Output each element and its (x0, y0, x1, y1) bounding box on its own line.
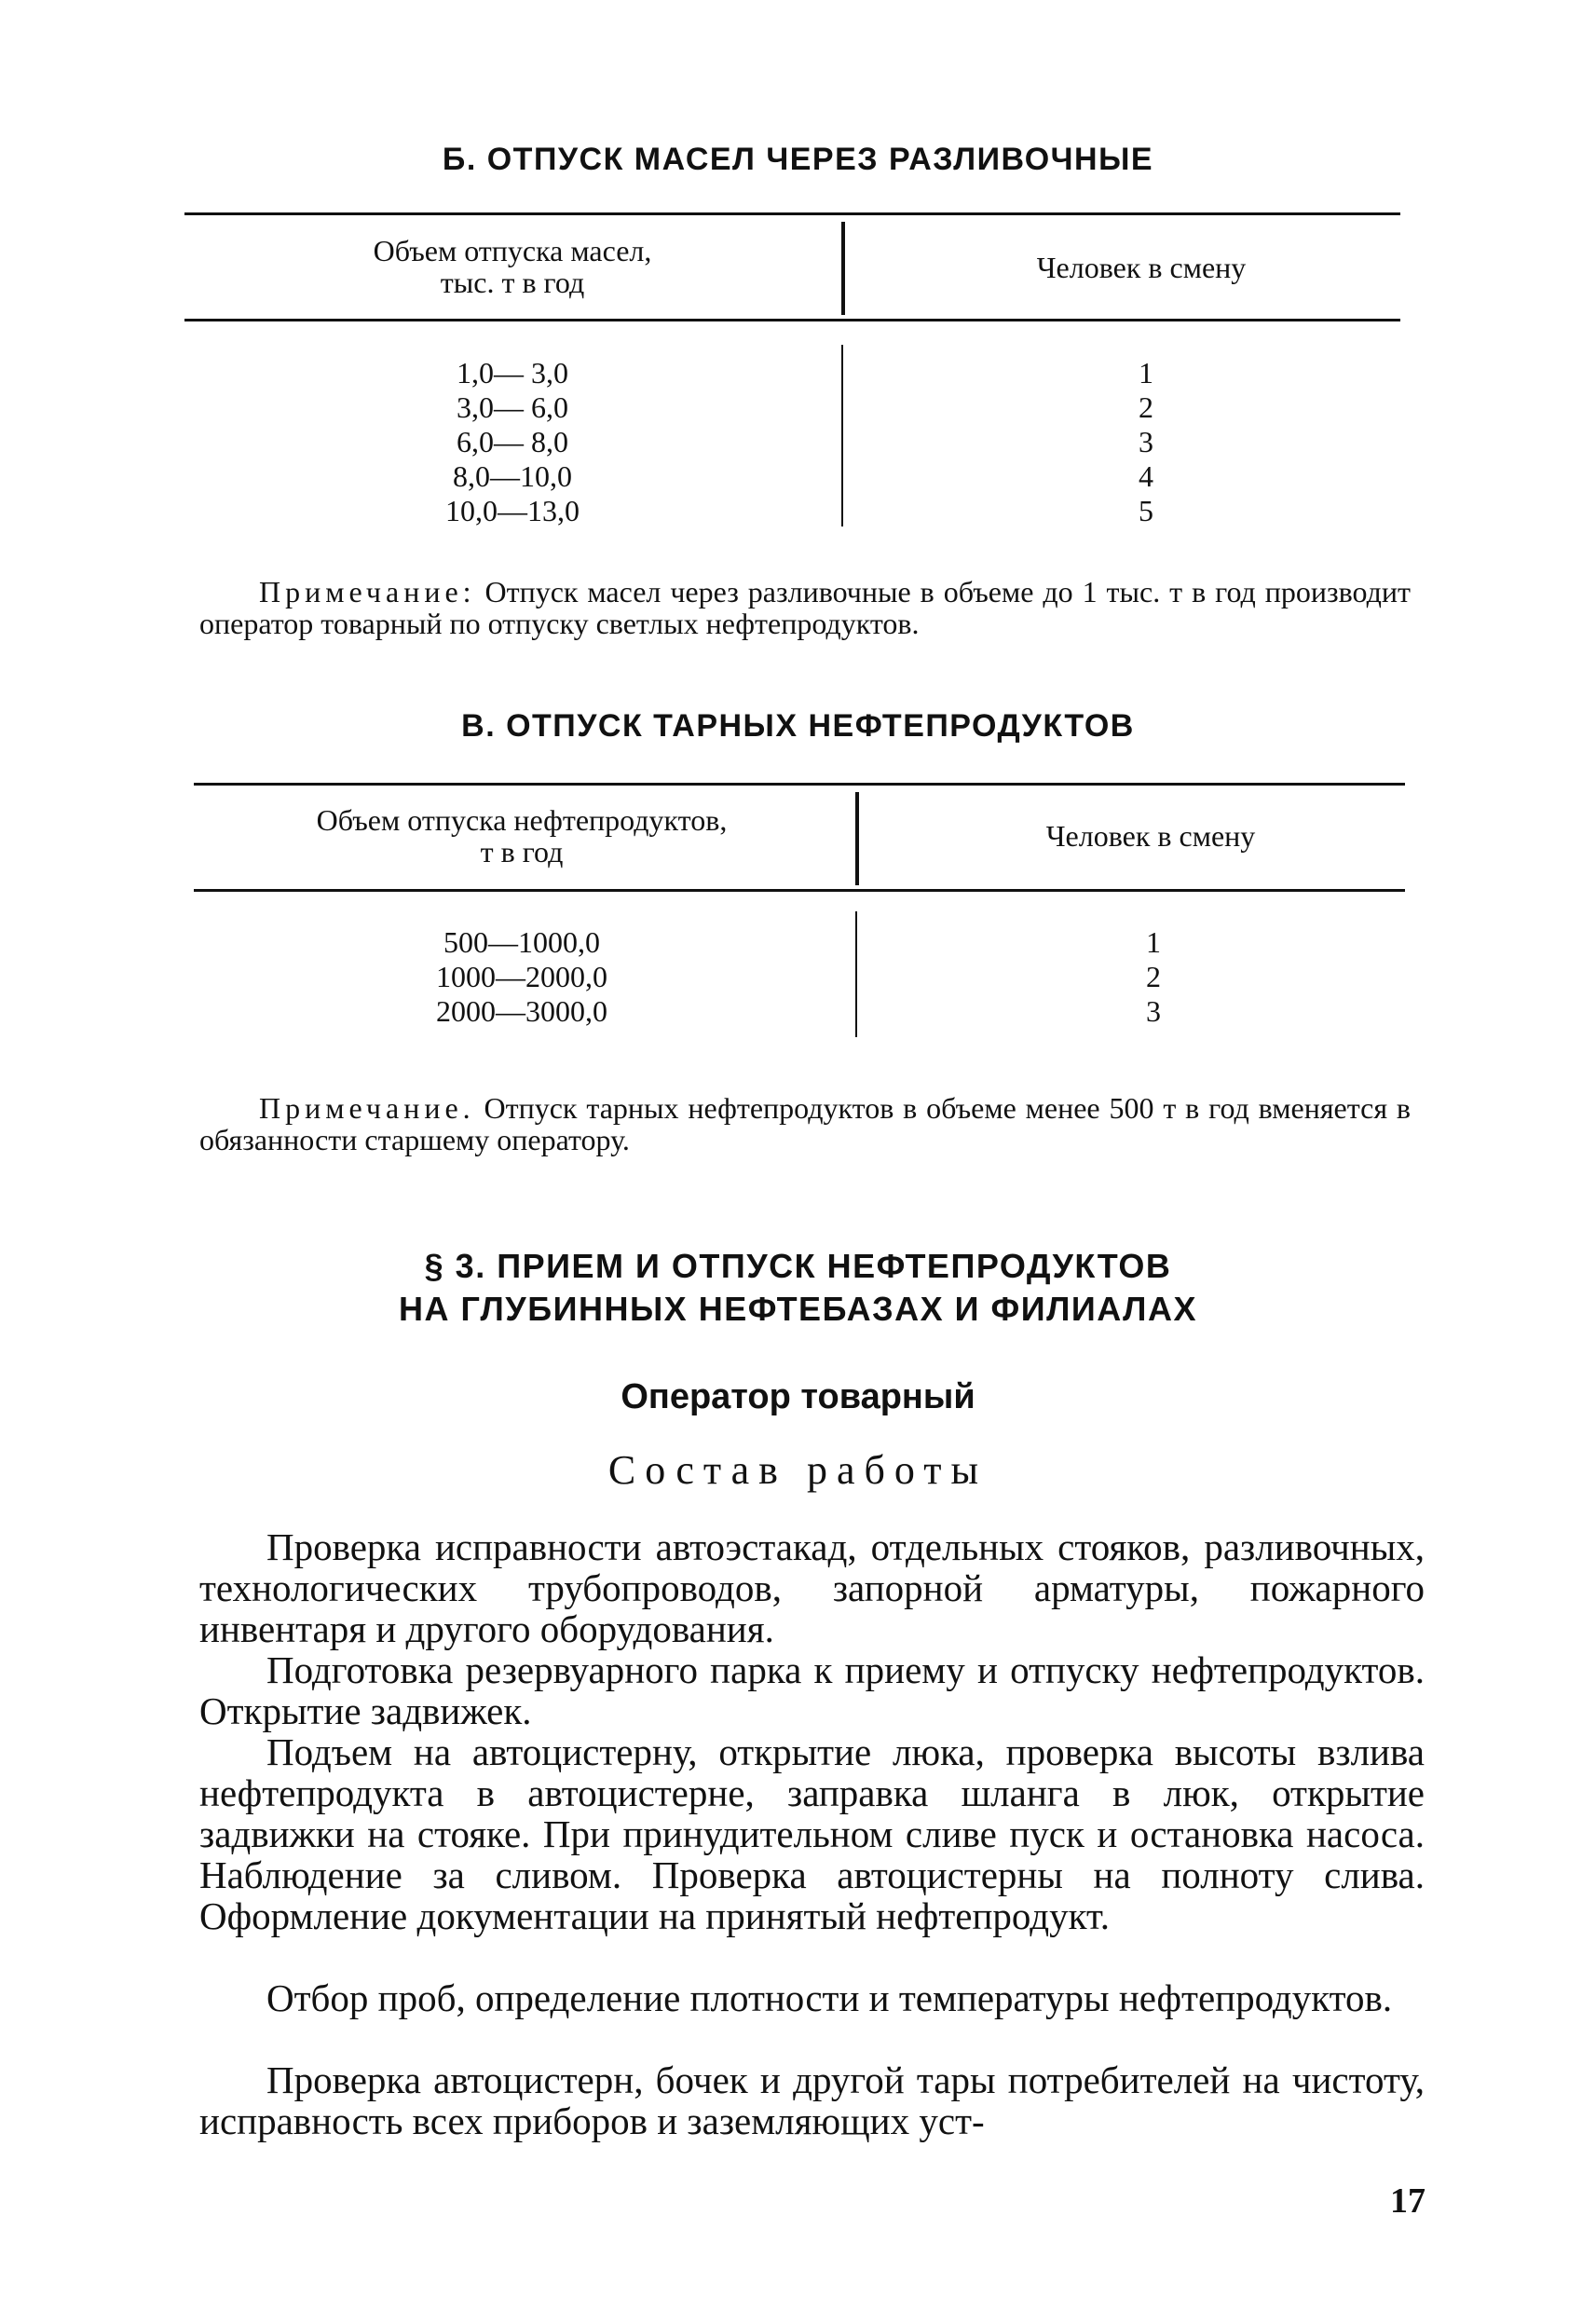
table-row: 1 (1146, 925, 1161, 959)
table-v-col1-header (214, 804, 829, 868)
note-text: Отпуск масел через разливочные в объеме до 1 тыс. т в год производит оператор товарный по отпуску светлых нефтепродуктов. (199, 575, 1412, 640)
table-row: 10,0—13,0 (445, 494, 580, 527)
table-v-col2-header: Человек в смену (1045, 819, 1256, 853)
section-3-title-line1: § 3. ПРИЕМ И ОТПУСК НЕФТЕПРОДУКТОВ (424, 1247, 1172, 1285)
note-text: Отпуск тарных нефтепродуктов в объеме менее 500 т в год вменяется в обязанности старшему оператору. (199, 1091, 1412, 1156)
table-row: 6,0— 8,0 (457, 425, 568, 458)
table-row: 3,0— 6,0 (457, 390, 568, 424)
table-b-people (1109, 356, 1183, 528)
table-row: 3 (1146, 994, 1161, 1028)
table-v-header-rule (194, 889, 1405, 892)
role-heading: Оператор товарный (621, 1377, 975, 1416)
table-v-people (1116, 925, 1191, 1029)
table-b-column-divider (841, 222, 845, 315)
paragraph-1: Проверка исправности автоэстакад, отдельных стояков, разливочных, технологических трубопроводов, запорной арматуры, пожарного инвентаря и другого оборудования. (199, 1525, 1425, 1650)
table-row: 2 (1139, 390, 1153, 424)
table-row: 500—1000,0 (443, 925, 600, 959)
table-b-col1-header-line2: тыс. т в год (440, 266, 585, 299)
paragraph-3: Подъем на автоцистерну, открытие люка, проверка высоты взлива нефтепродукта в автоцистерне, заправка шланга в люк, открытие задвижки на стояке. При принудительном сливе пуск и остановка насоса. Наблюдение за сливом. Проверка автоцистерны на полноту слива. Оформление документации на принятый нефтепродукт. (199, 1730, 1425, 1937)
table-v-ranges (373, 925, 671, 1029)
table-b-top-rule (184, 212, 1400, 215)
table-row: 1,0— 3,0 (457, 356, 568, 390)
table-row: 4 (1139, 459, 1153, 493)
paragraph-5: Проверка автоцистерн, бочек и другой тары потребителей на чистоту, исправность всех приборов и заземляющих уст- (199, 2058, 1425, 2142)
table-b-col2-header: Человек в смену (1036, 251, 1247, 284)
table-row: 2000—3000,0 (436, 994, 607, 1028)
table-row: 5 (1139, 494, 1153, 527)
table-row: 1000—2000,0 (436, 960, 607, 993)
subtitle-work-composition: Состав работы (607, 1447, 989, 1493)
section-b-title: Б. ОТПУСК МАСЕЛ ЧЕРЕЗ РАЗЛИВОЧНЫЕ (442, 142, 1154, 177)
section-b-note (199, 576, 1411, 639)
table-b-col1-header-line1: Объем отпуска масел, (373, 234, 652, 267)
table-b-body-divider (841, 345, 843, 526)
note-label: Примечание. (259, 1091, 475, 1125)
table-b-header-rule (184, 319, 1400, 321)
table-v-column-divider (855, 792, 859, 885)
section-v-title: В. ОТПУСК ТАРНЫХ НЕФТЕПРОДУКТОВ (461, 708, 1135, 744)
table-row: 1 (1139, 356, 1153, 390)
table-row: 2 (1146, 960, 1161, 993)
table-b-col1-header (214, 235, 811, 298)
table-row: 3 (1139, 425, 1153, 458)
table-v-col1-header-line1: Объем отпуска нефтепродуктов, (316, 803, 728, 837)
section-3-title-line2: НА ГЛУБИННЫХ НЕФТЕБАЗАХ И ФИЛИАЛАХ (399, 1290, 1197, 1328)
table-v-col1-header-line2: т в год (480, 835, 564, 868)
note-label: Примечание: (259, 575, 476, 609)
table-v-top-rule (194, 783, 1405, 786)
paragraph-2: Подготовка резервуарного парка к приему и отпуску нефтепродуктов. Открытие задвижек. (199, 1648, 1425, 1732)
table-row: 8,0—10,0 (453, 459, 572, 493)
page-number: 17 (1390, 2181, 1425, 2221)
table-v-body-divider (855, 911, 857, 1037)
section-v-note (199, 1092, 1411, 1156)
table-b-ranges (391, 356, 634, 528)
paragraph-4: Отбор проб, определение плотности и температуры нефтепродуктов. (266, 1976, 1393, 2019)
